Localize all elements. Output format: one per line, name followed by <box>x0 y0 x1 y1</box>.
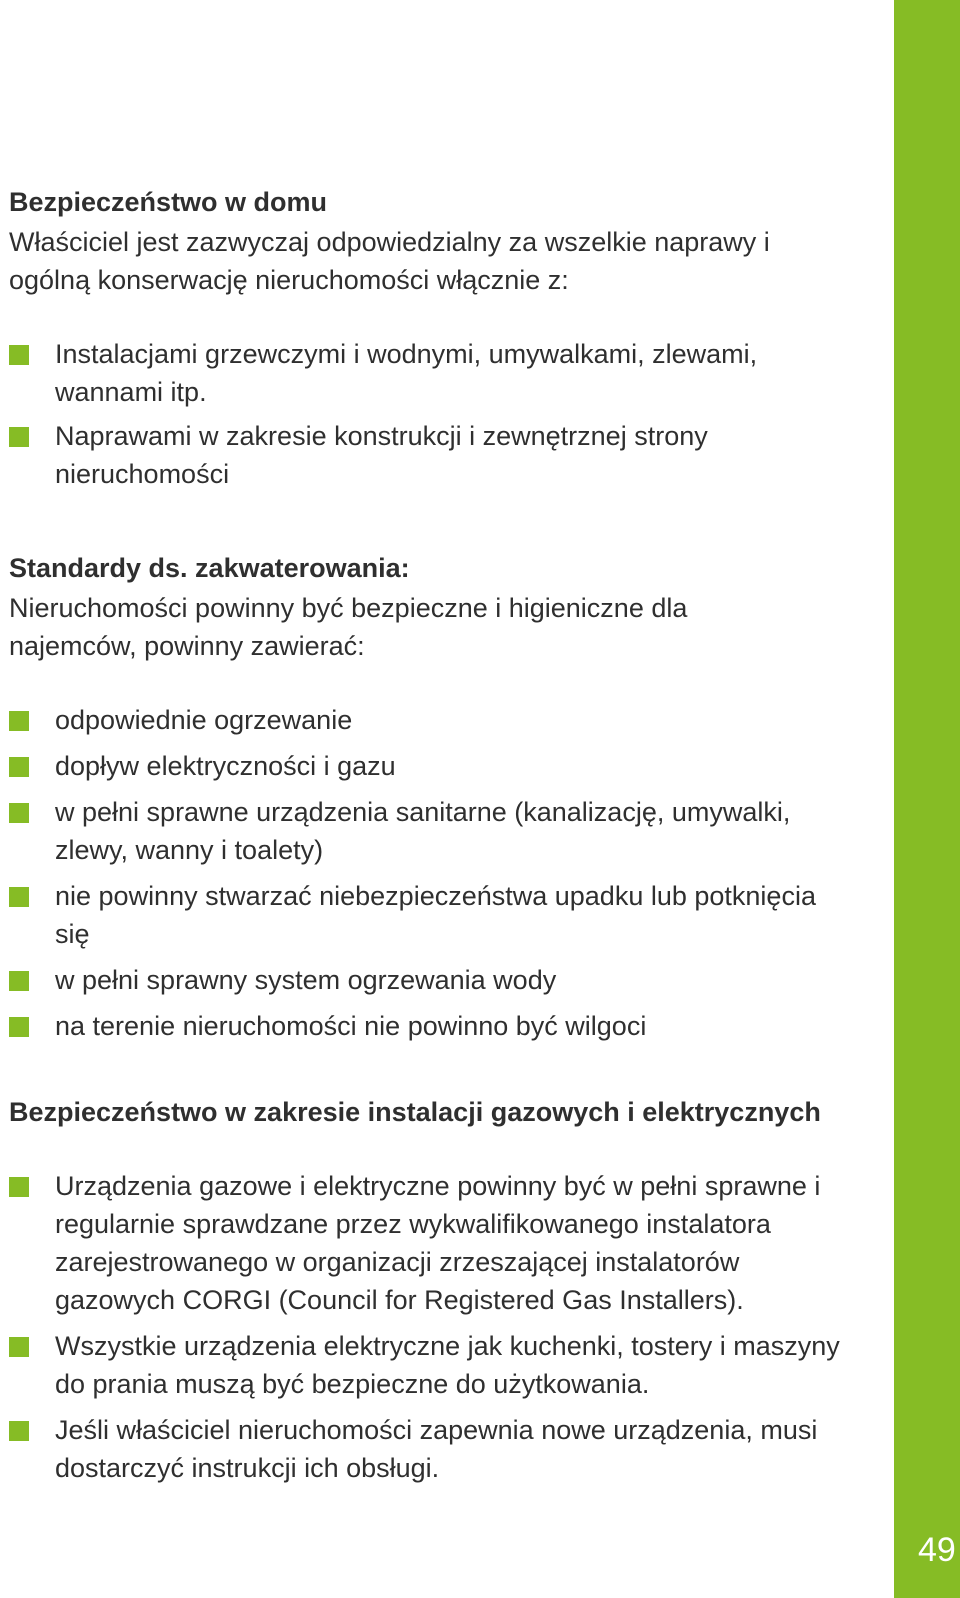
list-item-text: Wszystkie urządzenia elektryczne jak kuchenki, tostery i maszyny do prania muszą być bezpieczne do użytkowania. <box>55 1331 840 1399</box>
section-intro-home-safety: Właściciel jest zazwyczaj odpowiedzialny za wszelkie naprawy i ogólną konserwację nieruchomości włącznie z: <box>9 227 770 295</box>
square-bullet-icon <box>9 1017 29 1037</box>
list-item <box>9 417 879 493</box>
list-item-text: na terenie nieruchomości nie powinno być wilgoci <box>55 1011 647 1041</box>
square-bullet-icon <box>9 1421 29 1441</box>
square-bullet-icon <box>9 803 29 823</box>
list-item <box>9 877 879 953</box>
list-item <box>9 1327 879 1403</box>
bullet-list-gas-electric-safety <box>9 1167 879 1487</box>
square-bullet-icon <box>9 427 29 447</box>
list-item-text: w pełni sprawny system ogrzewania wody <box>55 965 557 995</box>
list-item <box>9 1411 879 1487</box>
list-item <box>9 1167 879 1319</box>
square-bullet-icon <box>9 1337 29 1357</box>
list-item-text: Jeśli właściciel nieruchomości zapewnia nowe urządzenia, musi dostarczyć instrukcji ich obsługi. <box>55 1415 818 1483</box>
list-item-text: dopływ elektryczności i gazu <box>55 751 396 781</box>
list-item-text: nie powinny stwarzać niebezpieczeństwa upadku lub potknięcia się <box>55 881 816 949</box>
section-title-home-safety: Bezpieczeństwo w domu <box>9 187 328 217</box>
list-item <box>9 961 879 999</box>
section-intro-housing-standards: Nieruchomości powinny być bezpieczne i higieniczne dla najemców, powinny zawierać: <box>9 593 688 661</box>
list-item <box>9 747 879 785</box>
list-item-text: w pełni sprawne urządzenia sanitarne (kanalizację, umywalki, zlewy, wanny i toalety) <box>55 797 791 865</box>
green-sidebar <box>894 0 960 1598</box>
list-item-text: Naprawami w zakresie konstrukcji i zewnętrznej strony nieruchomości <box>55 421 708 489</box>
square-bullet-icon <box>9 887 29 907</box>
square-bullet-icon <box>9 757 29 777</box>
list-item-text: odpowiednie ogrzewanie <box>55 705 353 735</box>
square-bullet-icon <box>9 711 29 731</box>
list-item-text: Instalacjami grzewczymi i wodnymi, umywalkami, zlewami, wannami itp. <box>55 339 758 407</box>
square-bullet-icon <box>9 345 29 365</box>
section-title-housing-standards: Standardy ds. zakwaterowania: <box>9 553 410 583</box>
section-title-gas-electric-safety: Bezpieczeństwo w zakresie instalacji gazowych i elektrycznych <box>9 1097 821 1127</box>
bullet-list-housing-standards <box>9 701 879 1045</box>
list-item <box>9 335 879 411</box>
list-item-text: Urządzenia gazowe i elektryczne powinny być w pełni sprawne i regularnie sprawdzane przez wykwalifikowanego instalatora zarejestrowanego w organizacji zrzeszającej instalatorów gazowych CORGI (Council for Registered Gas Installers). <box>55 1171 821 1315</box>
list-item <box>9 793 879 869</box>
page-content <box>9 181 879 1495</box>
page-number: 49 <box>918 1531 956 1569</box>
square-bullet-icon <box>9 971 29 991</box>
list-item <box>9 1007 879 1045</box>
bullet-list-home-safety <box>9 335 879 493</box>
list-item <box>9 701 879 739</box>
square-bullet-icon <box>9 1177 29 1197</box>
